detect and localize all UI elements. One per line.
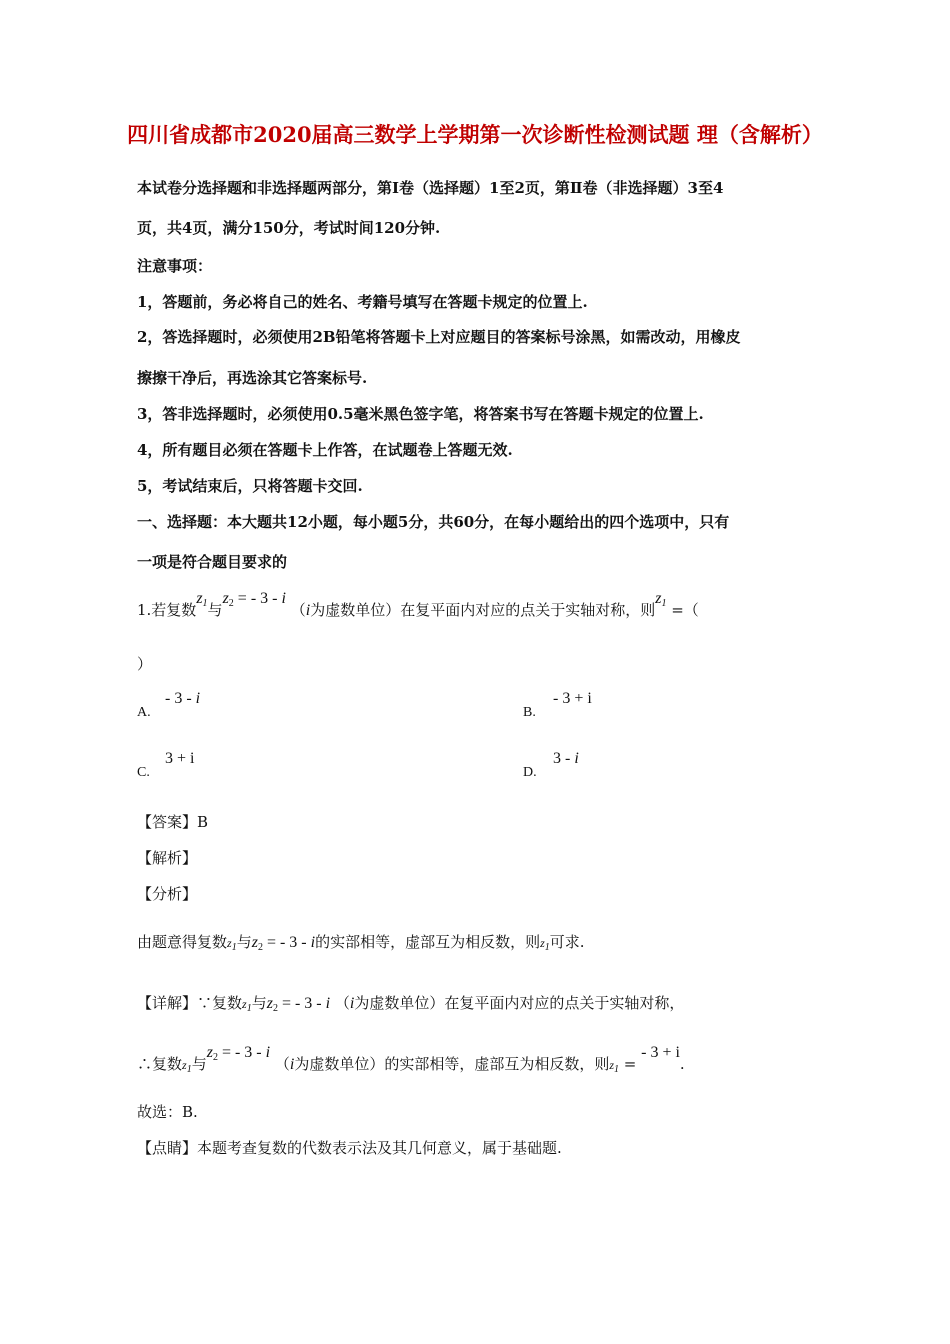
analysis-heading: 【分析】 xyxy=(137,885,198,903)
intro-line-2: 页，共4页，满分150分，考试时间120分钟. xyxy=(137,219,441,237)
notice-item-5: 5，考试结束后，只将答题卡交回. xyxy=(137,477,363,495)
notice-item-1: 1，答题前，务必将自己的姓名、考籍号填写在答题卡规定的位置上. xyxy=(137,293,588,311)
question-1-stem: 1.若复数$z_1$与$z_2$ = - 3 - i （i为虚数单位）在复平面内对应的点关于实轴对称，则$z_1$ =（ xyxy=(137,590,699,619)
solution-heading: 【解析】 xyxy=(137,849,198,867)
option-d-value: 3 - i xyxy=(553,750,579,767)
detail-text: 【详解】∵复数$z_1$与$z_2$ = - 3 - i （i为虚数单位）在复平面内对应的点关于实轴对称， xyxy=(137,994,685,1014)
answer-line: 【答案】B xyxy=(137,813,209,831)
therefore-text: ∴复数$z_1$与$z_2$ = - 3 - i （i为虚数单位）的实部相等，虚部互为相反数，则$z_1$ = - 3 + i. xyxy=(137,1044,685,1075)
comment-line: 【点睛】本题考查复数的代数表示法及其几何意义，属于基础题. xyxy=(137,1139,562,1157)
notice-item-3: 3，答非选择题时，必须使用0.5毫米黑色签字笔，将答案书写在答题卡规定的位置上. xyxy=(137,405,704,423)
option-b-value: - 3 + i xyxy=(553,690,592,707)
option-b-label: B. xyxy=(523,705,536,720)
notice-heading: 注意事项： xyxy=(137,257,213,275)
notice-item-4: 4，所有题目必须在答题卡上作答，在试题卷上答题无效. xyxy=(137,441,513,459)
section-heading-line-1: 一、选择题：本大题共12小题，每小题5分，共60分，在每小题给出的四个选项中，只有 xyxy=(137,513,730,531)
notice-item-2a: 2，答选择题时，必须使用2B铅笔将答题卡上对应题目的答案标号涂黑，如需改动，用橡皮 xyxy=(137,328,741,346)
document-title: 四川省成都市2020届高三数学上学期第一次诊断性检测试题 理（含解析） xyxy=(127,122,823,147)
intro-line-1: 本试卷分选择题和非选择题两部分，第Ⅰ卷（选择题）1至2页，第Ⅱ卷（非选择题）3至4 xyxy=(137,179,724,197)
choose-line: 故选：B. xyxy=(137,1103,198,1121)
notice-item-2b: 擦擦干净后，再选涂其它答案标号. xyxy=(137,369,368,387)
math-z1-answer: $z_1$ xyxy=(655,590,667,609)
question-1-close-paren: ） xyxy=(137,655,153,673)
option-c-value: 3 + i xyxy=(165,750,195,767)
analysis-text: 由题意得复数$z_1$与$z_2$ = - 3 - i的实部相等，虚部互为相反数，则$z_1$可求. xyxy=(137,933,585,953)
math-z1: $z_1$ xyxy=(196,590,208,609)
option-c-label: C. xyxy=(137,765,150,780)
option-d-label: D. xyxy=(523,765,537,780)
option-a-value: - 3 - i xyxy=(165,690,201,707)
section-heading-line-2: 一项是符合题目要求的 xyxy=(137,553,288,571)
math-z2-equation: $z_2$ = - 3 - i xyxy=(222,590,286,609)
option-a-label: A. xyxy=(137,705,151,720)
math-i: i xyxy=(305,602,311,619)
